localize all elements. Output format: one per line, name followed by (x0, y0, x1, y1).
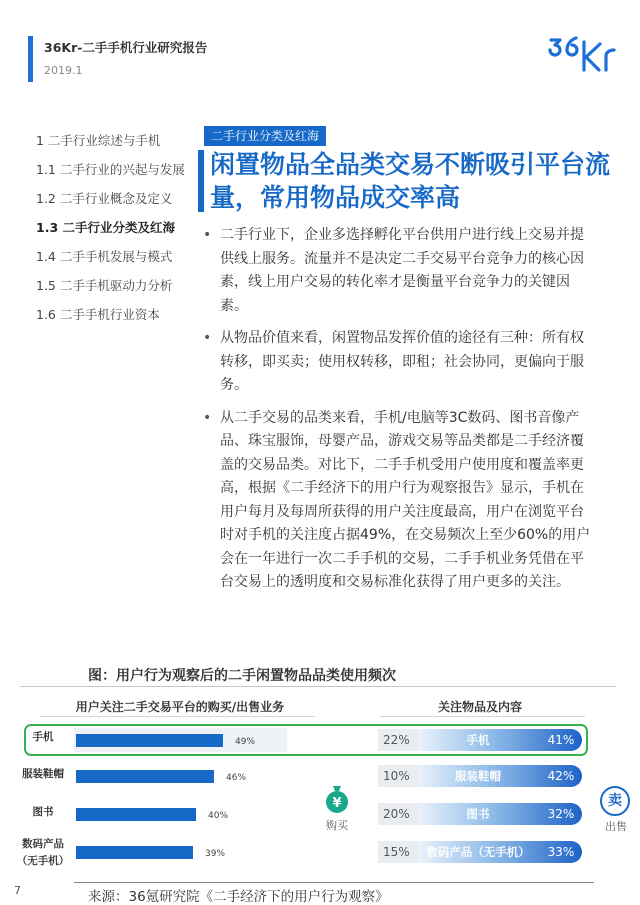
bar-value-label: 39% (205, 849, 226, 859)
category-label-line: 服装鞋帽 (22, 768, 64, 780)
category-label-line: 数码产品 (22, 838, 64, 850)
money-bag-icon (324, 784, 350, 814)
row-left-pct: 20% (378, 803, 418, 825)
source-divider (74, 882, 594, 883)
category-label (14, 766, 72, 783)
buy-label: 购买 (326, 819, 348, 832)
row-left-pct: 22% (378, 729, 418, 751)
category-label-line: （无手机） (16, 855, 70, 867)
section-tag: 二手行业分类及红海 (204, 126, 326, 146)
category-label (14, 804, 72, 821)
category-label-line: 图书 (32, 806, 54, 818)
row-label: 手机 (466, 733, 490, 747)
heading-accent-bar (198, 150, 204, 212)
toc-item[interactable]: 1.4 二手手机发展与模式 (36, 249, 173, 264)
header-accent-bar (28, 36, 33, 82)
figure-divider (20, 686, 616, 687)
toc-item[interactable]: 1 二手行业综述与手机 (36, 133, 161, 148)
table-of-contents (36, 133, 206, 336)
attention-row (378, 841, 582, 863)
source-note: 来源：36氪研究院《二手经济下的用户行为观察》 (88, 889, 389, 905)
bullet-dot: • (203, 330, 212, 346)
attention-row (378, 729, 582, 751)
left-panel-header: 用户关注二手交易平台的购买/出售业务 (75, 700, 285, 714)
row-right-pct: 42% (547, 769, 575, 783)
row-label: 图书 (466, 807, 490, 821)
bullet-item (203, 327, 593, 398)
bullet-item (203, 407, 593, 595)
toc-item-active[interactable]: 1.3 二手行业分类及红海 (36, 220, 175, 235)
bar-2 (76, 808, 196, 821)
bullet-text: 从二手交易的品类来看，手机/电脑等3C数码、图书音像产品、珠宝服饰，母婴产品，游戏交易等品类都是二手经济覆盖的交易品类。对比下，二手手机受用户使用度和覆盖率更高，根据《二手经济下的用户行为观察报告》显示，手机在用户每月及每周所获得的用户关注度最高，用户在浏览平台时对手机的关注度占据49%，在交易频次上至少60%的用户会在一年进行一次二手手机的交易，二手手机业务凭借在平台交易上的透明度和交易标准化获得了用户更多的关注。 (220, 409, 591, 590)
bar-value-label: 46% (226, 773, 247, 783)
bullet-list (203, 224, 593, 604)
bar-3 (76, 846, 193, 859)
report-title: 36Kr-二手手机行业研究报告 (44, 40, 208, 55)
bullet-text: 从物品价值来看，闲置物品发挥价值的途径有三种：所有权转移，即买卖；使用权转移，即租；社会协同，更偏向于服务。 (220, 330, 584, 393)
bar-value-label: 49% (235, 737, 256, 747)
bar-1 (76, 770, 214, 783)
36kr-logo (548, 34, 616, 74)
attention-row (378, 765, 582, 787)
right-panel-header: 关注物品及内容 (437, 700, 522, 714)
money-bag-glyph: ¥ (332, 796, 342, 811)
row-right-pct: 33% (547, 845, 575, 859)
page-number: 7 (14, 884, 21, 897)
row-right-pct: 41% (547, 733, 575, 747)
bullet-item (203, 224, 593, 318)
attention-row (378, 803, 582, 825)
row-label: 数码产品（无手机） (426, 845, 530, 859)
bullet-dot: • (203, 409, 212, 426)
bullet-text: 二手行业下，企业多选择孵化平台供用户进行线上交易并提供线上服务。流量并不是决定二手交易平台竞争力的核心因素，线上用户交易的转化率才是衡量平台竞争力的关键因素。 (220, 227, 584, 314)
row-left-pct: 10% (378, 765, 418, 787)
toc-item[interactable]: 1.1 二手行业的兴起与发展 (36, 162, 185, 177)
row-label: 服装鞋帽 (455, 769, 501, 783)
row-right-pct: 32% (547, 807, 575, 821)
right-header-underline (380, 716, 585, 717)
bar-value-label: 40% (208, 811, 229, 821)
section-heading: 闲置物品全品类交易不断吸引平台流量，常用物品成交率高 (210, 150, 611, 212)
toc-item[interactable]: 1.2 二手行业概念及定义 (36, 191, 173, 206)
bar-0 (76, 734, 223, 747)
figure-title: 图：用户行为观察后的二手闲置物品品类使用频次 (88, 668, 396, 684)
sell-label: 出售 (605, 820, 627, 833)
sell-badge-icon: 卖 (600, 786, 630, 816)
row-left-pct: 15% (378, 841, 418, 863)
report-date: 2019.1 (44, 64, 83, 77)
toc-item[interactable]: 1.6 二手手机行业资本 (36, 307, 160, 322)
bullet-dot: • (203, 227, 212, 243)
category-label (14, 836, 72, 870)
left-header-underline (40, 716, 315, 717)
toc-item[interactable]: 1.5 二手手机驱动力分析 (36, 278, 173, 293)
category-label-line: 手机 (32, 731, 54, 743)
category-label (14, 729, 72, 746)
